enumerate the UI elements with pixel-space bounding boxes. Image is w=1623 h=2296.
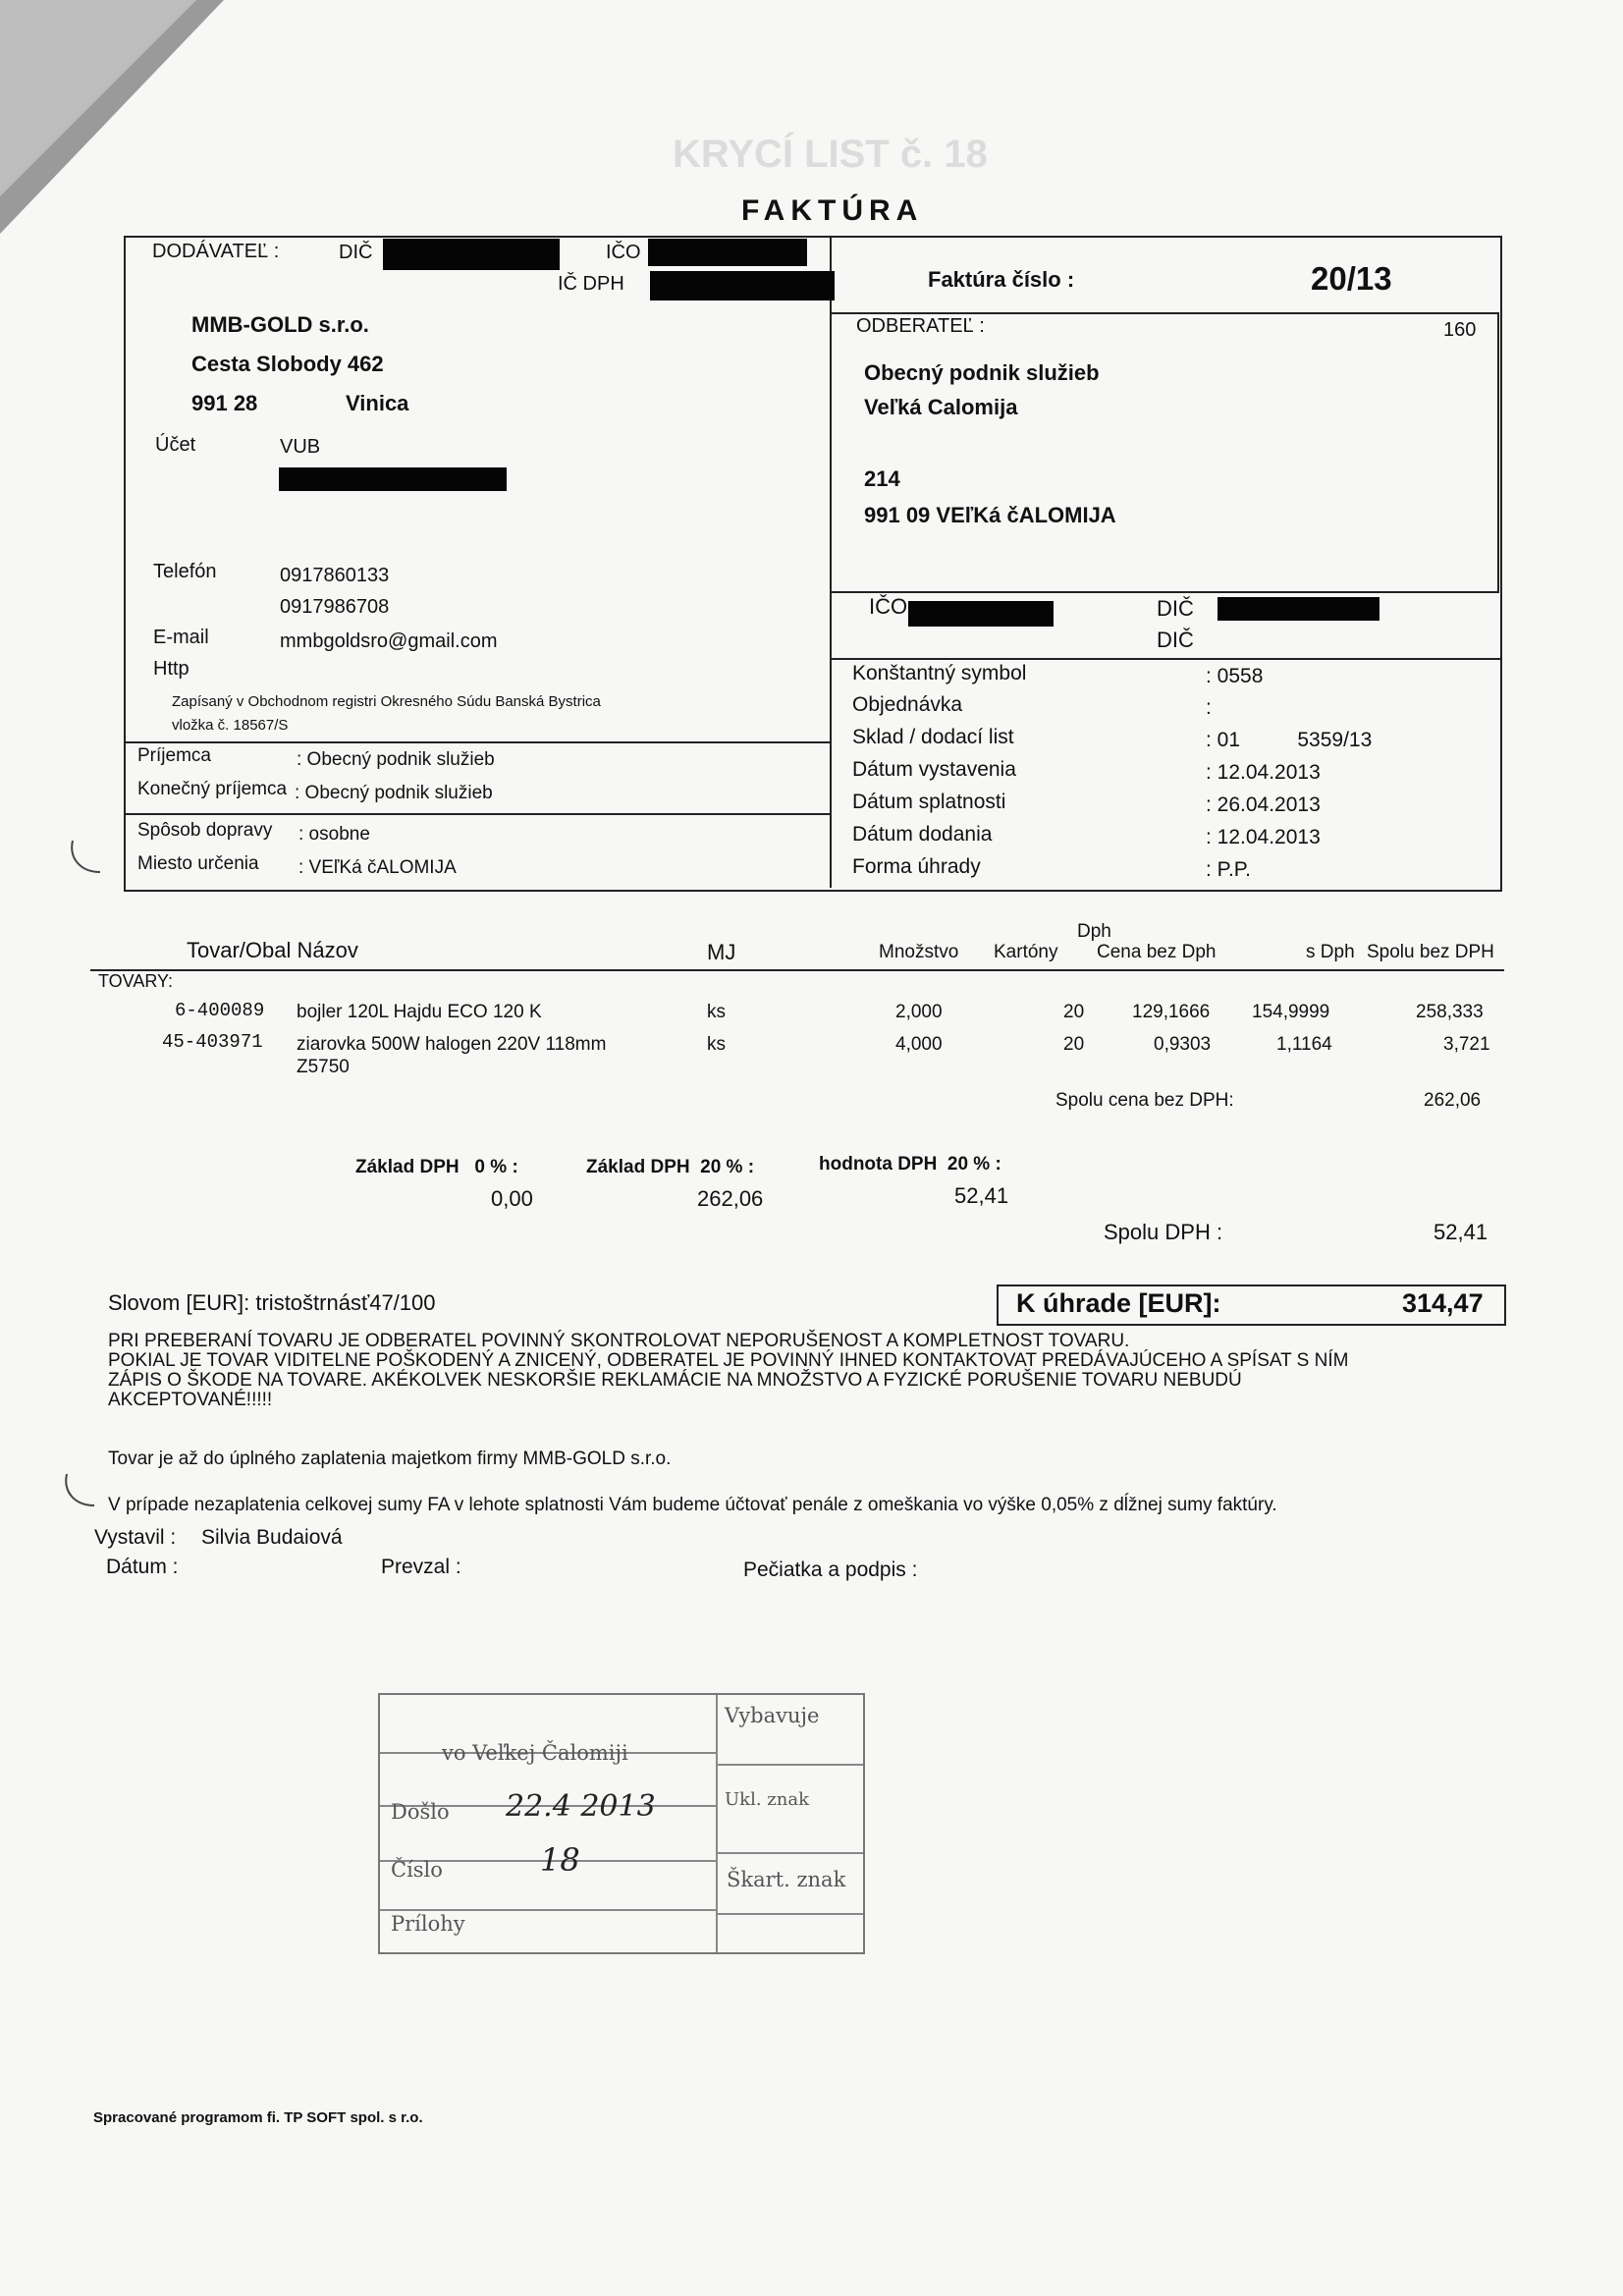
detail-label-issue-date: Dátum vystavenia bbox=[852, 758, 1016, 781]
item-1-code: 6-400089 bbox=[175, 1000, 265, 1021]
detail-value-delivery-note: : 01 5359/13 bbox=[1206, 729, 1373, 751]
item-2-dph: 20 bbox=[1063, 1034, 1085, 1055]
email: mmbgoldsro@gmail.com bbox=[280, 630, 498, 652]
stamp-heading: vo Veľkej Čalomiji bbox=[442, 1741, 628, 1765]
item-2-price: 0,9303 bbox=[1154, 1034, 1212, 1055]
customer-name-2: Veľká Calomija bbox=[864, 395, 1018, 419]
invoice-number: 20/13 bbox=[1311, 260, 1392, 297]
item-2-total: 3,721 bbox=[1443, 1034, 1490, 1055]
customer-dic-label: DIČ bbox=[1157, 596, 1194, 621]
destination-value: : VEľKá čALOMIJA bbox=[298, 857, 457, 878]
redacted-dic bbox=[383, 239, 560, 270]
stamp-number-value: 18 bbox=[540, 1841, 580, 1879]
vat-20-label: hodnota DPH 20 % : bbox=[819, 1154, 1001, 1175]
amount-in-words: Slovom [EUR]: tristoštrnásť47/100 bbox=[108, 1290, 436, 1315]
item-2-code: 45-403971 bbox=[162, 1031, 263, 1053]
redacted-customer-ico bbox=[908, 601, 1054, 627]
stamp-handles-label: Vybavuje bbox=[725, 1704, 820, 1727]
notice-line-1: PRI PREBERANÍ TOVARU JE ODBERATEL POVINNÝ SKONTROLOVAT NEPORUŠENOST A KOMPLETNOST TOVARU. bbox=[108, 1331, 1130, 1351]
detail-value-order: : bbox=[1206, 696, 1212, 719]
vat-base-0-value: 0,00 bbox=[491, 1186, 533, 1211]
detail-label-due-date: Dátum splatnosti bbox=[852, 791, 1006, 813]
vat-base-20-value: 262,06 bbox=[697, 1186, 764, 1211]
redacted-account bbox=[279, 467, 507, 491]
table-header-rule bbox=[90, 969, 1504, 971]
customer-box bbox=[830, 312, 1499, 593]
transport-value: : osobne bbox=[298, 824, 370, 845]
redacted-ico bbox=[648, 239, 807, 266]
supplier-ico-label: IČO bbox=[606, 242, 641, 263]
stamp-attachments-label: Prílohy bbox=[391, 1912, 465, 1936]
recipient-value: : Obecný podnik služieb bbox=[297, 749, 495, 770]
issued-by-label: Vystavil : bbox=[94, 1526, 177, 1549]
vat-base-0-label: Základ DPH 0 % : bbox=[355, 1157, 518, 1177]
details-divider bbox=[830, 658, 1500, 660]
notice-line-4: AKCEPTOVANÉ!!!!! bbox=[108, 1390, 273, 1410]
item-2-name: ziarovka 500W halogen 220V 118mm bbox=[297, 1034, 607, 1055]
supplier-account-label: Účet bbox=[155, 434, 196, 456]
total-vat-label: Spolu DPH : bbox=[1104, 1220, 1223, 1244]
software-credit: Spracované programom fi. TP SOFT spol. s r.o. bbox=[93, 2109, 423, 2126]
detail-label-delivery-note: Sklad / dodací list bbox=[852, 726, 1014, 748]
supplier-divider-2 bbox=[124, 813, 831, 815]
detail-value-delivery-date: : 12.04.2013 bbox=[1206, 826, 1321, 848]
item-1-dph: 20 bbox=[1063, 1002, 1085, 1022]
subtotal-value: 262,06 bbox=[1424, 1090, 1482, 1111]
item-1-price-dph: 154,9999 bbox=[1252, 1002, 1330, 1022]
table-section-label: TOVARY: bbox=[98, 971, 174, 991]
invoice-corner-code: 160 bbox=[1443, 319, 1477, 341]
customer-dic-label-2: DIČ bbox=[1157, 628, 1194, 652]
date-label: Dátum : bbox=[106, 1556, 179, 1578]
supplier-dic-label: DIČ bbox=[339, 242, 373, 263]
customer-zip-city: 991 09 VEľKá čALOMIJA bbox=[864, 503, 1116, 527]
stamp-signature-label: Pečiatka a podpis : bbox=[743, 1558, 918, 1581]
stamp-ref-label: Ukl. znak bbox=[725, 1789, 809, 1810]
detail-value-payment-form: : P.P. bbox=[1206, 858, 1251, 881]
to-pay-label: K úhrade [EUR]: bbox=[1016, 1288, 1221, 1318]
stamp-disposal-label: Škart. znak bbox=[727, 1868, 846, 1891]
recipient-label: Príjemca bbox=[137, 745, 211, 766]
detail-label-order: Objednávka bbox=[852, 693, 963, 716]
folded-corner bbox=[0, 0, 226, 236]
supplier-label: DODÁVATEĽ : bbox=[152, 241, 280, 262]
detail-label-constant-symbol: Konštantný symbol bbox=[852, 662, 1027, 684]
redacted-icdph bbox=[650, 271, 835, 301]
col-name-header: Tovar/Obal Názov bbox=[187, 938, 358, 962]
transport-label: Spôsob dopravy bbox=[137, 820, 273, 841]
supplier-street: Cesta Slobody 462 bbox=[191, 352, 384, 376]
detail-value-issue-date: : 12.04.2013 bbox=[1206, 761, 1321, 784]
destination-label: Miesto určenia bbox=[137, 853, 259, 874]
col-dph-label: Dph bbox=[1077, 921, 1111, 942]
detail-value-due-date: : 26.04.2013 bbox=[1206, 793, 1321, 816]
col-cartons-header: Kartóny bbox=[994, 942, 1058, 962]
supplier-zip: 991 28 bbox=[191, 391, 258, 415]
register-line-1: Zapísaný v Obchodnom registri Okresného Súdu Banská Bystrica bbox=[172, 693, 601, 710]
stamp-received-date: 22.4 2013 bbox=[506, 1789, 656, 1824]
to-pay-value: 314,47 bbox=[1402, 1288, 1484, 1318]
final-recipient-label: Konečný príjemca bbox=[137, 779, 288, 799]
supplier-icdph-label: IČ DPH bbox=[558, 273, 624, 295]
item-1-qty: 2,000 bbox=[895, 1002, 943, 1022]
punch-hole-mark-bottom bbox=[61, 1468, 104, 1511]
supplier-city: Vinica bbox=[346, 391, 409, 415]
subtotal-label: Spolu cena bez DPH: bbox=[1055, 1090, 1234, 1111]
document-title: FAKTÚRA bbox=[741, 194, 924, 227]
phone-2: 0917986708 bbox=[280, 596, 390, 618]
col-price-header: Cena bez Dph bbox=[1097, 942, 1217, 962]
item-1-mj: ks bbox=[707, 1002, 726, 1022]
register-line-2: vložka č. 18567/S bbox=[172, 717, 289, 734]
email-label: E-mail bbox=[153, 627, 209, 648]
item-1-total: 258,333 bbox=[1416, 1002, 1484, 1022]
customer-label: ODBERATEĽ : bbox=[856, 315, 985, 337]
item-2-qty: 4,000 bbox=[895, 1034, 943, 1055]
item-2-mj: ks bbox=[707, 1034, 726, 1055]
customer-street: 214 bbox=[864, 466, 900, 491]
supplier-divider-1 bbox=[124, 741, 831, 743]
issued-by-name: Silvia Budaiová bbox=[201, 1526, 343, 1549]
vat-base-20-label: Základ DPH 20 % : bbox=[586, 1157, 755, 1177]
detail-value-constant-symbol: : 0558 bbox=[1206, 665, 1264, 687]
supplier-bank: VUB bbox=[280, 436, 321, 458]
phone-1: 0917860133 bbox=[280, 565, 390, 586]
col-qty-header: Množstvo bbox=[879, 942, 959, 962]
item-1-name: bojler 120L Hajdu ECO 120 K bbox=[297, 1002, 542, 1022]
http-label: Http bbox=[153, 658, 189, 680]
col-mj-header: MJ bbox=[707, 940, 736, 964]
stamp-number-label: Číslo bbox=[391, 1858, 443, 1882]
received-by-label: Prevzal : bbox=[381, 1556, 461, 1578]
ownership-note: Tovar je až do úplného zaplatenia majetkom firmy MMB-GOLD s.r.o. bbox=[108, 1449, 672, 1469]
stamp-received-label: Došlo bbox=[391, 1800, 450, 1824]
redacted-customer-dic bbox=[1217, 597, 1380, 621]
phone-label: Telefón bbox=[153, 561, 217, 582]
col-price-dph-header: s Dph bbox=[1306, 942, 1355, 962]
supplier-name: MMB-GOLD s.r.o. bbox=[191, 312, 369, 337]
item-2-name-2: Z5750 bbox=[297, 1057, 350, 1077]
invoice-number-label: Faktúra číslo : bbox=[928, 267, 1075, 292]
bleed-through-heading: KRYCÍ LIST č. 18 bbox=[673, 133, 988, 176]
customer-ico-label: IČO bbox=[869, 594, 908, 619]
item-1-price: 129,1666 bbox=[1132, 1002, 1211, 1022]
total-vat-value: 52,41 bbox=[1434, 1220, 1488, 1244]
detail-label-payment-form: Forma úhrady bbox=[852, 855, 981, 878]
item-2-price-dph: 1,1164 bbox=[1276, 1034, 1332, 1055]
penalty-note: V prípade nezaplatenia celkovej sumy FA v lehote splatnosti Vám budeme účtovať penále z omeškania vo výške 0,05% z dĺžnej sumy faktúry. bbox=[108, 1495, 1277, 1515]
punch-hole-mark-top bbox=[67, 835, 110, 878]
vat-20-value: 52,41 bbox=[954, 1183, 1009, 1208]
notice-line-3: ZÁPIS O ŠKODE NA TOVARE. AKÉKOLVEK NESKORŠIE REKLAMÁCIE NA MNOŽSTVO A FYZICKÉ PORUŠENIE TOVARU NEBUDÚ bbox=[108, 1370, 1242, 1391]
col-total-header: Spolu bez DPH bbox=[1367, 942, 1494, 962]
customer-name-1: Obecný podnik služieb bbox=[864, 360, 1100, 385]
final-recipient-value: : Obecný podnik služieb bbox=[295, 783, 493, 803]
detail-label-delivery-date: Dátum dodania bbox=[852, 823, 993, 846]
notice-line-2: POKIAL JE TOVAR VIDITELNE POŠKODENÝ A ZNICENÝ, ODBERATEL JE POVINNÝ IHNED KONTAKTOVAT PREDÁVAJÚCEHO A SPÍSAT S NÍM bbox=[108, 1350, 1349, 1371]
